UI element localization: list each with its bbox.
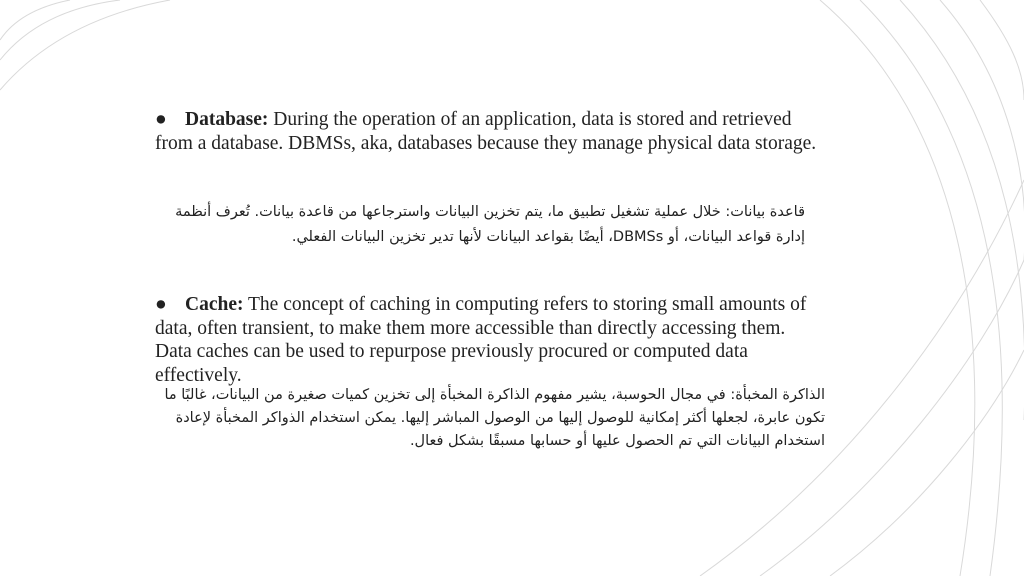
cache-term: Cache: [185,294,244,315]
database-bullet [155,108,825,155]
database-text: During the operation of an application, data is stored and retrieved from a database. DBMSs, aka, databases because they manage physical data storage. [155,109,817,154]
bullet-icon: ● [155,109,167,130]
arc-right-1 [820,0,975,576]
arc-right-3 [900,0,1024,420]
cache-bullet [155,293,825,387]
arc-right-8 [980,0,1024,100]
database-paragraph [155,108,825,155]
cache-text: The concept of caching in computing refers to storing small amounts of data, often transient, to make them more accessible than directly accessing them. Data caches can be used to repurpose previously procured or computed data effectively. [155,294,807,386]
database-arabic-text: قاعدة بيانات: خلال عملية تشغيل تطبيق ما، يتم تخزين البيانات واسترجاعها من قاعدة بيانات. تُعرف أنظمة إدارة قواعد البيانات، أو DBMSs، أيضًا بقواعد البيانات لأنها تدير تخزين البيانات الفعلي. [175,204,805,245]
arc-topleft-1 [0,0,120,60]
arc-right-2 [860,0,1002,576]
cache-arabic-text: الذاكرة المخبأة: في مجال الحوسبة، يشير مفهوم الذاكرة المخبأة إلى تخزين كميات صغيرة من البيانات، غالبًا ما تكون عابرة، لجعلها أكثر إمكانية للوصول إليها من الوصول المباشر إليها. يمكن استخدام الذواكر المخبأة لإعادة استخدام البيانات التي تم الحصول عليها أو حسابها مسبقًا بشكل فعال. [164,387,825,449]
arc-right-7 [830,350,1024,576]
arc-topleft-3 [0,0,70,40]
database-term: Database: [185,109,269,130]
arc-topleft-2 [0,0,170,90]
cache-paragraph [155,293,825,387]
bullet-icon: ● [155,294,167,315]
